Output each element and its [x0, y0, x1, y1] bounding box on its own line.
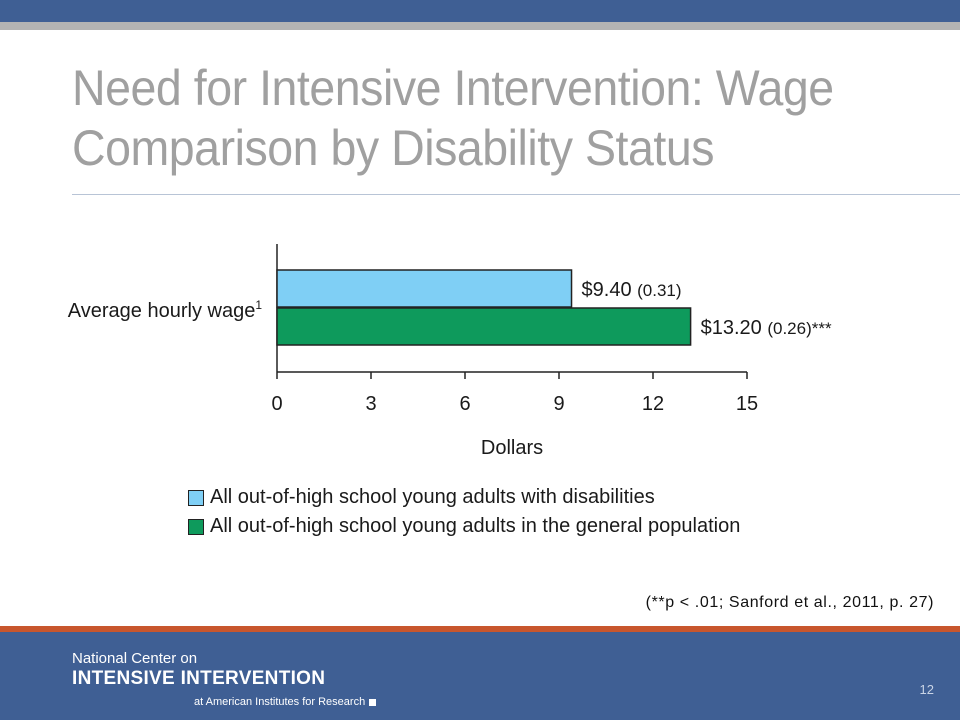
x-axis-label: Dollars	[480, 437, 544, 459]
slide-title-line2: Comparison by Disability Status	[72, 120, 715, 176]
x-tick-label-15: 15	[735, 393, 759, 415]
x-tick-label-0: 0	[271, 393, 283, 415]
slide-title	[72, 58, 872, 178]
logo-line-3	[194, 694, 376, 710]
bar-value-0: $9.40	[581, 279, 638, 301]
bar-se-0: (0.31)	[637, 281, 682, 300]
air-square-icon	[369, 699, 376, 706]
citation-note: (**p < .01; Sanford et al., 2011, p. 27)	[645, 594, 934, 611]
category-label-text: Average hourly wage	[67, 300, 256, 322]
bar-se-1: (0.26)***	[767, 319, 832, 338]
x-tick-label-12: 12	[641, 393, 665, 415]
slide-title-line1: Need for Intensive Intervention: Wage	[72, 60, 834, 116]
wage-bar-chart	[0, 230, 960, 470]
title-divider	[72, 194, 960, 195]
x-tick-label-3: 3	[365, 393, 377, 415]
page-number: 12	[919, 682, 934, 697]
legend-label-disabilities: All out-of-high school young adults with disabilities	[210, 486, 655, 508]
legend-item-general	[188, 512, 740, 541]
bar-value-1: $13.20	[700, 317, 768, 339]
x-tick-label-9: 9	[553, 393, 565, 415]
header-bar	[0, 0, 960, 22]
logo-org-text: at American Institutes for Research	[194, 696, 366, 708]
x-tick-label-6: 6	[459, 393, 471, 415]
legend-swatch-disabilities	[188, 490, 204, 506]
bar-1	[277, 308, 691, 345]
category-label	[68, 298, 263, 322]
header-accent-bar	[0, 22, 960, 30]
legend-label-general: All out-of-high school young adults in the general population	[210, 515, 741, 537]
category-footnote-marker: 1	[255, 298, 262, 312]
bar-0	[277, 270, 572, 307]
bar-label-1	[701, 317, 832, 339]
bar-label-0	[582, 279, 682, 301]
logo-line-1: National Center on	[72, 650, 198, 667]
legend-swatch-general	[188, 519, 204, 535]
nci-logo[interactable]	[72, 650, 376, 710]
footer-bar	[0, 632, 960, 720]
chart-legend	[188, 483, 740, 541]
legend-item-disabilities	[188, 483, 740, 512]
logo-line-2: INTENSIVE INTERVENTION	[72, 668, 326, 689]
